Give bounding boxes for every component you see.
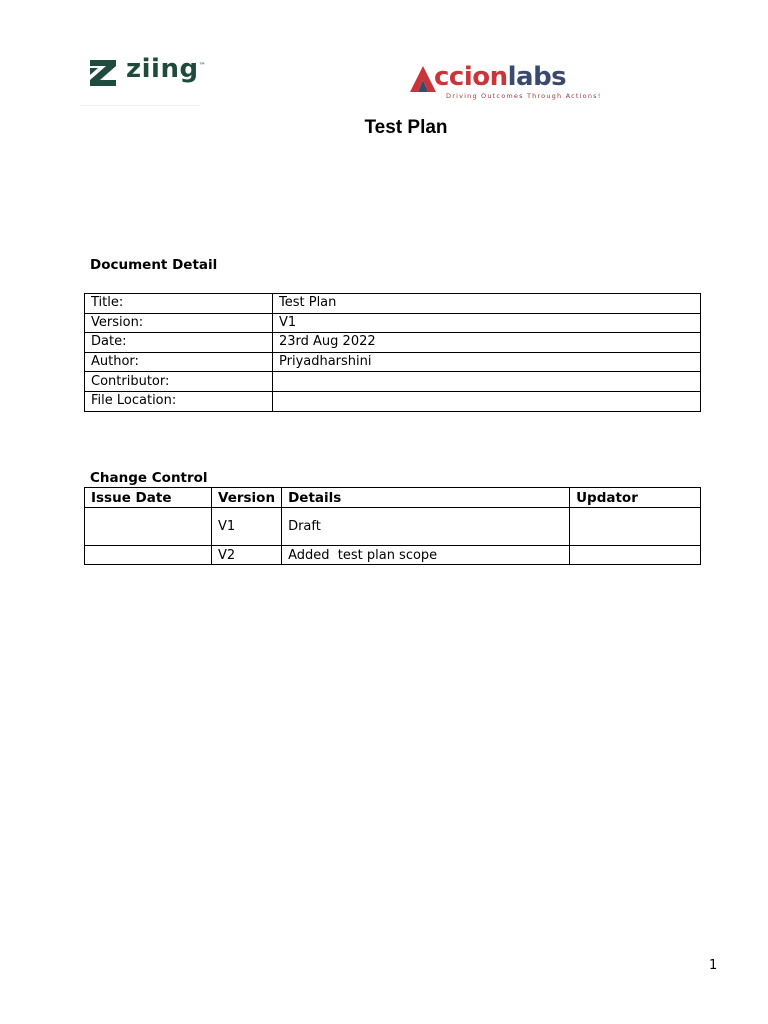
updator-cell bbox=[570, 508, 701, 546]
column-header-updator: Updator bbox=[570, 488, 701, 508]
issue-date-cell bbox=[85, 508, 212, 546]
detail-label: Version: bbox=[85, 313, 273, 333]
detail-value: 23rd Aug 2022 bbox=[273, 333, 701, 353]
version-cell: V1 bbox=[212, 508, 282, 546]
column-header-details: Details bbox=[282, 488, 570, 508]
detail-label: Title: bbox=[85, 294, 273, 314]
column-header-issue-date: Issue Date bbox=[85, 488, 212, 508]
detail-label: Contributor: bbox=[85, 372, 273, 392]
detail-value: V1 bbox=[273, 313, 701, 333]
details-cell: Draft bbox=[282, 508, 570, 546]
table-header-row bbox=[85, 488, 701, 508]
table-row bbox=[85, 352, 701, 372]
detail-label: File Location: bbox=[85, 391, 273, 411]
page-number: 1 bbox=[709, 958, 718, 973]
table-row bbox=[85, 333, 701, 353]
accionlabs-logo-text: ccionlabs bbox=[434, 62, 567, 92]
table-row bbox=[85, 508, 701, 546]
detail-label: Date: bbox=[85, 333, 273, 353]
ziing-logo bbox=[80, 50, 207, 106]
document-detail-heading: Document Detail bbox=[90, 257, 218, 273]
detail-value bbox=[273, 372, 701, 392]
details-cell: Added test plan scope bbox=[282, 546, 570, 565]
table-row bbox=[85, 372, 701, 392]
detail-value: Test Plan bbox=[273, 294, 701, 314]
version-cell: V2 bbox=[212, 546, 282, 565]
table-row bbox=[85, 294, 701, 314]
column-header-version: Version bbox=[212, 488, 282, 508]
detail-value: Priyadharshini bbox=[273, 352, 701, 372]
ziing-logo-icon bbox=[88, 58, 118, 88]
detail-value bbox=[273, 391, 701, 411]
change-control-table bbox=[84, 487, 701, 565]
document-title: Test Plan bbox=[364, 117, 448, 138]
ziing-logo-text: ziing™ bbox=[126, 54, 207, 84]
detail-label: Author: bbox=[85, 352, 273, 372]
document-detail-table bbox=[84, 293, 701, 412]
accionlabs-logo bbox=[408, 62, 608, 106]
accionlabs-tagline: Driving Outcomes Through Actions! bbox=[446, 92, 602, 100]
table-row bbox=[85, 546, 701, 565]
table-row bbox=[85, 391, 701, 411]
updator-cell bbox=[570, 546, 701, 565]
change-control-heading: Change Control bbox=[90, 470, 208, 486]
table-row bbox=[85, 313, 701, 333]
issue-date-cell bbox=[85, 546, 212, 565]
